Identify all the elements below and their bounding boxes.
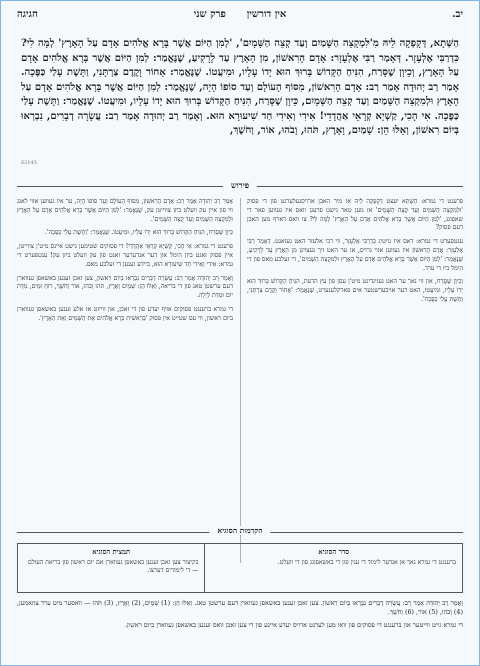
tamtzis-column: [18, 544, 204, 592]
perush-paragraph: ענטפערט די גמרא: דאס איז נויטיג כִּדְרַבִּי אֶלְעָזָר, ווי רבי אלעזר האט געזאגט. דְּאָמַר רַבִּי אֶלְעָזָר: אָדָם הָרִאשׁוֹן איז געווען אזוי גרויס, אז ער האט זיך געצויגן מִן הָאָרֶץ עַד לָרָקִיעַ, שֶׁנֶּאֱמַר: 'לְמִן הַיּוֹם אֲשֶׁר בָּרָא אֱלֹהִים אָדָם עַל הָאָרֶץ וּלְמִקְצֵה הַשָּׁמַיִם', די זעלבע מאס פון די הימל ביז די ערד.: [247, 238, 463, 272]
perush-paragraph: פרעגט די גמרא: הַשְׁתָּא יעצט דְּקָפְקָה לֵיהּ אז מיר האבן ארויסגעלערנט פון די פסוק 'וּלְמִקְצֵה הַשָּׁמַיִם וְעַד קְצֵה הַשָּׁמָיִם' אז מען טאר נישט פרעגן וואס איז געווען פאר די שאפונג, 'לְמִן הַיּוֹם אֲשֶׁר בָּרָא אֱלֹהִים אָדָם עַל הָאָרֶץ' לָמָּה לִי? צו וואס דארף מען האבן דעם פסוק?: [247, 198, 463, 232]
perush-paragraph: די גמרא ברענגט פסוקים אויף יעדע פון די זאכן, און ווייזט אז אלע זענען באשאפן געווארן ביום ראשון, ווי עס שטייט אין פסוק 'בְּרֵאשִׁית בָּרָא אֱלֹהִים אֵת הַשָּׁמַיִם וְאֵת הָאָרֶץ'.: [17, 305, 233, 322]
seder-column: [204, 544, 462, 592]
perush-paragraph: פרעגט די גמרא: אִי הָכִי, קַשְׁיָא קְרָאֵי אַהֲדָדֵי! די פסוקים שטימען נישט איינס מיט'ן צווייטן, איין פסוק זאגט ביזן הימל און דער אנדערער זאגט פון עק וועלט ביזן עק! ענטפערט די גמרא: אִידִי וְאִידִי חַד שִׁיעוּרָא הוּא, ביידע זענען די זעלבע מאס.: [17, 243, 233, 268]
perek-title: אין דורשין: [246, 9, 287, 20]
perush-paragraph: כֵּיוָן שֶׁסָּרַח, הִנִּיחַ הַקָּדוֹשׁ בָּרוּךְ הוּא יָדוֹ עָלָיו, וּמִיעֲטוֹ. שֶׁנֶּאֱמַר: 'וַתָּשֶׁת עָלַי כַּפֶּכָה'.: [44, 229, 233, 237]
page-header: [17, 9, 463, 25]
bottom-paragraph: די גמרא גייט ווייטער און ברענגט די פסוקים פון וואו מען לערנט ארויס יעדע איינע פון די צען זאכן וואס זענען באשאפן געווארן ביום ראשון.: [124, 620, 463, 629]
seder-title: סדר הסוגיא: [318, 548, 350, 556]
bottom-commentary: [17, 599, 463, 659]
chapter-label: פרק שני: [193, 9, 226, 20]
hakdamot-divider: [17, 526, 463, 538]
page-number: יב.: [452, 9, 463, 20]
tamtzis-title: תמצית הסוגיא: [92, 548, 131, 556]
perush-divider: [17, 180, 463, 192]
perush-paragraph: וְכֵיוָן שֶׁסָּרַח, און ווי נאר ער האט געזינדיגט מיט'ן עסן פון עץ הדעת, הִנִּיחַ הַקָּדוֹשׁ בָּרוּךְ הוּא יָדוֹ עָלָיו, וּמִיעֲטוֹ, האט דער אויבערשטער אים פארקלענערט, שֶׁנֶּאֱמַר: 'אָחוֹר וָקֶדֶם צַרְתָּנִי, וַתָּשֶׁת עָלַי כַּפֶּכָה'.: [247, 278, 463, 303]
gemara-text: הַשְּׁתָא, דְּקָפְקָה לֵיהּ מִ'לִּמְקָצֵה הַשָּׁמַיִם וְעַד קְצֵה הַשָּׁמָיִם', 'לְמִן הַיּוֹם אֲשֶׁר בָּרָא אֱלֹהִים אָדָם עַל הָאָרֶץ' לְמָּה לִי? כִּדְרַבִּי אֶלְעָזָר. דְּאָמַר רַבִּי אֶלְעָזָר: אָדָם הָרִאשׁוֹן, מִן הָאָרֶץ עַד לָרָקִיעַ, שֶׁנֶּאֱמַר: לְמִן הַיּוֹם אֲשֶׁר בָּרָא אֱלֹהִים אָדָם עַל הָאָרֶץ, וְכֵיוָן שֶׁסָּרַח, הִנִּיחַ הַקָּדוֹשׁ בָּרוּךְ הוּא יָדוֹ עָלָיו, וּמִיעֲטוֹ. שֶׁנֶּאֱמַר: אָחוֹר וָקֶדֶם צַרְתָּנִי, וַתָּשֶׁת עָלַי כַּפֶּכָה. אָמַר רַב יְהוּדָה אָמַר רַב: אָדָם הָרִאשׁוֹן, מִסּוֹף הָעוֹלָם וְעַד סוֹפוֹ הָיָה, שֶׁנֶּאֱמַר: לְמִן הַיּוֹם אֲשֶׁר בָּרָא אֱלֹהִים אָדָם עַל הָאָרֶץ וּלְמִקְצֵה הַשָּׁמַיִם וְעַד קְצֵה הַשָּׁמָיִם, כֵּיוָן שֶׁסָּרַח, הִנִּיחַ הַקָּדוֹשׁ בָּרוּךְ הוּא יָדוֹ עָלָיו, וּמִיעֲטוֹ. שֶׁנֶּאֱמַר: וַתָּשֶׁת עָלַי כַּפֶּכָה. אִי הָכִי, קַשְׁיָא קְרָאֵי אַהֲדָדֵי! אִידִי וְאִידִי חַד שִׁיעוּרָא הוּא. וְאָמַר רַב יְהוּדָה אָמַר רַב: עֲשָׂרָה דְבָרִים, נִבְרְאוּ בְּיוֹם רִאשׁוֹן, וְאֵלּוּ הֵן: שָׁמַיִם, וָאָרֶץ, תֹּהוּ, וָבֹהוּ, אוֹר, וְחֹשֶׁךְ,: [21, 38, 459, 136]
seder-text: ברענגט די גמרא נאך אן אנדער לימוד די ענין פון די באשאפונג פון די וועלט.: [277, 559, 456, 566]
sugya-box: [17, 543, 463, 593]
page-mark: 63145: [21, 160, 37, 166]
tractate-name: חגיגה: [17, 9, 38, 20]
bottom-paragraph: וְאָמַר רַב יְהוּדָה אָמַר רַב: עֲשָׂרָה דְבָרִים נִבְרְאוּ בְּיוֹם רִאשׁוֹן. צען זאכן זענען באשאפן געווארן דעם ערשטן טאג. וְאֵלּוּ הֵן: (1) שָׁמַיִם, (2) וָאָרֶץ, (3) תֹּהוּ — וואסער מיט ערד צוזאמען, (4) וָבֹהוּ, (5) אוֹר, (6) וְחֹשֶׁךְ.: [17, 599, 463, 616]
perush-commentary: [17, 198, 463, 563]
chapter-info: [17, 9, 463, 20]
perush-title: פירוש: [223, 180, 257, 190]
tamtzis-text: בקיצור צען זאכן זענען באשאפן געווארן אם יום ראשון פון בריאת העולם — די לימודים דערצו.: [27, 559, 199, 575]
hakdamot-title: הקדמות הסוגיא: [209, 526, 270, 535]
perush-paragraph: אָמַר רַב יְהוּדָה אָמַר רַב: אָדָם הָרִאשׁוֹן, מִסּוֹף הָעוֹלָם וְעַד סוֹפוֹ הָיָה, ער איז געווען אזוי לאנג ווי פון איין עק וועלט ביזן צווייטן עק, שֶׁנֶּאֱמַר: 'לְמִן הַיּוֹם אֲשֶׁר בָּרָא אֱלֹהִים אָדָם עַל הָאָרֶץ וּלְמִקְצֵה הַשָּׁמַיִם וְעַד קְצֵה הַשָּׁמָיִם'.: [17, 198, 233, 223]
perush-paragraph: וְאָמַר רַב יְהוּדָה אָמַר רַב: עֲשָׂרָה דְבָרִים נִבְרְאוּ בְּיוֹם רִאשׁוֹן, צען זאכן זענען באשאפן געווארן דעם ערשטן טאג פון די בריאה, וְאֵלּוּ הֵן: שָׁמַיִם וָאָרֶץ, תֹּהוּ וָבֹהוּ, אוֹר וְחֹשֶׁךְ, רוּחַ וּמַיִם, מִדַּת יוֹם וּמִדַּת לַיְלָה.: [17, 274, 233, 300]
